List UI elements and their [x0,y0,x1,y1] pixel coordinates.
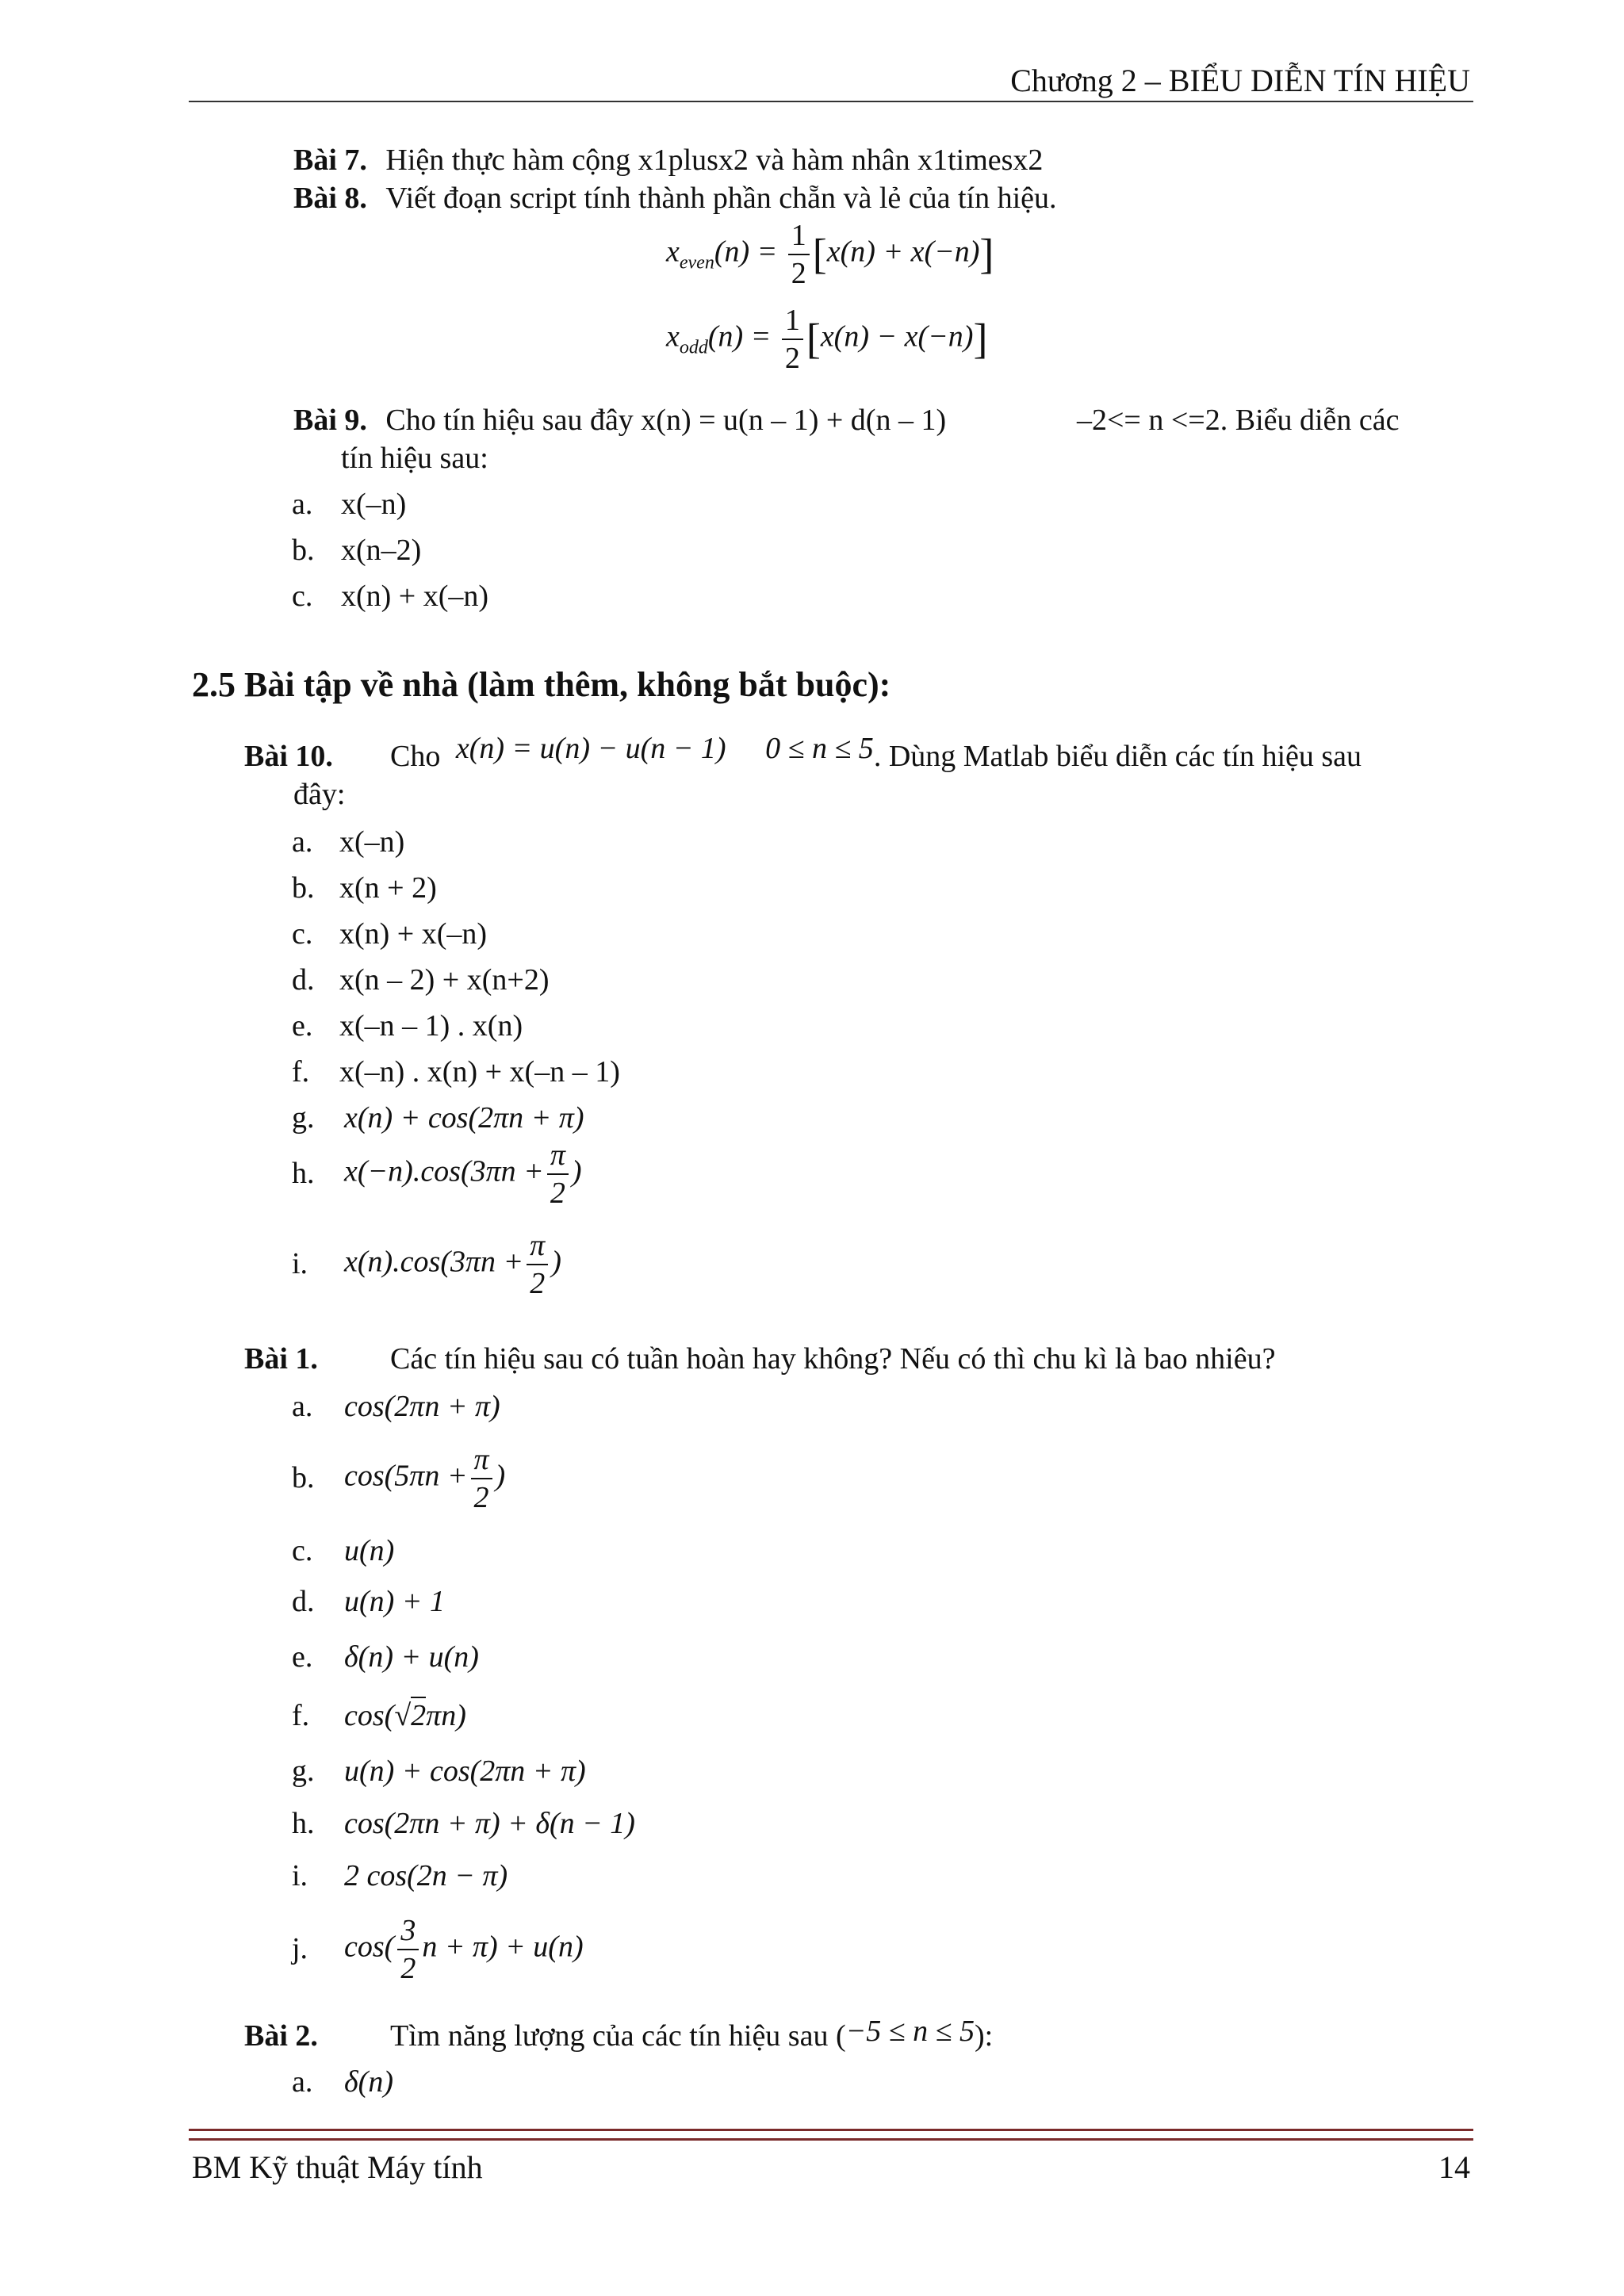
exercise-label: Bài 9. [293,404,367,437]
list-item: j. cos( $\frac{3}{2}$ n + π) + u(n) [292,1914,584,1985]
exercise-1 [244,1341,318,1378]
exercise-8 [293,181,1057,217]
running-header: Chương 2 – BIỂU DIỄN TÍN HIỆU [1010,63,1470,98]
list-item: g. x(n) + cos(2πn + π) [292,1101,584,1135]
list-item: c. x(n) + x(–n) [292,580,489,613]
list-item: e. x(–n – 1) . x(n) [292,1009,523,1043]
exercise-7 [293,143,1043,179]
section-heading: 2.5 Bài tập về nhà (làm thêm, không bắt buộc): [192,665,891,704]
list-item: b. cos(5πn + $\frac{\pi}{2}$ ) [292,1443,506,1514]
exercise-9-cont: tín hiệu sau: [341,442,488,475]
exercise-1-text: Các tín hiệu sau có tuần hoàn hay không? Nếu có thì chu kì là bao nhiêu? [390,1342,1276,1376]
exercise-2-text: Tìm năng lượng của các tín hiệu sau (−5 ≤ n ≤ 5): [390,2015,994,2053]
footer-department: BM Kỹ thuật Máy tính [192,2149,483,2185]
list-item: c. x(n) + x(–n) [292,917,488,951]
list-item: f. cos(√2πn) [292,1698,309,1735]
list-item: b. x(n + 2) [292,871,437,905]
exercise-label: Bài 10. [244,740,333,773]
exercise-text: Hiện thực hàm cộng x1plusx2 và hàm nhân x1timesx2 [385,144,1044,177]
list-item: d. u(n) + 1 [292,1585,445,1618]
list-item: h. cos(2πn + π) + δ(n − 1) [292,1807,635,1840]
list-item: i. x(n).cos(3πn + $\frac{\pi}{2}$ ) [292,1229,561,1300]
header-rule [189,101,1473,102]
list-item: h. x(−n).cos(3πn + $\frac{\pi}{2}$ ) [292,1138,582,1210]
list-item: g. u(n) + cos(2πn + π) [292,1755,586,1788]
list-item: a. x(–n) [292,825,405,859]
exercise-9 [293,403,946,439]
footer-rule [189,2129,1473,2141]
list-item: a. cos(2πn + π) [292,1390,500,1423]
exercise-label: Bài 2. [244,2019,318,2053]
page-number: 14 [1438,2149,1470,2185]
list-item: d. x(n – 2) + x(n+2) [292,963,550,997]
equation-even: $x_{even}(n)$ = $\frac{1}{2}$ [x(n) + x(−n)] [666,219,994,290]
exercise-text: Cho tín hiệu sau đây x(n) = u(n – 1) + d(n – 1) [385,404,947,437]
exercise-text: Viết đoạn script tính thành phần chẵn và lẻ của tín hiệu. [385,182,1057,215]
list-item: f. x(–n) . x(n) + x(–n – 1) [292,1055,620,1089]
list-item: b. x(n–2) [292,534,422,567]
exercise-10-text: Cho x(n) = u(n) − u(n − 1) 0 ≤ n ≤ 5. Dùng Matlab biểu diễn các tín hiệu sau [390,732,1362,773]
exercise-label: Bài 1. [244,1342,318,1376]
exercise-10 [244,739,333,775]
exercise-10-cont: đây: [293,778,346,811]
exercise-label: Bài 8. [293,182,367,215]
equation-odd: $x_{odd}(n)$ = $\frac{1}{2}$ [x(n) − x(−n)] [666,304,988,375]
list-item: a. x(–n) [292,488,407,521]
list-item: a. δ(n) [292,2065,393,2099]
exercise-label: Bài 7. [293,144,367,177]
exercise-2 [244,2019,318,2055]
list-item: i. 2 cos(2n − π) [292,1859,508,1892]
list-item: e. δ(n) + u(n) [292,1640,479,1674]
exercise-9-range: –2<= n <=2. Biểu diễn các [1077,404,1400,437]
list-item: c. u(n) [292,1534,395,1567]
